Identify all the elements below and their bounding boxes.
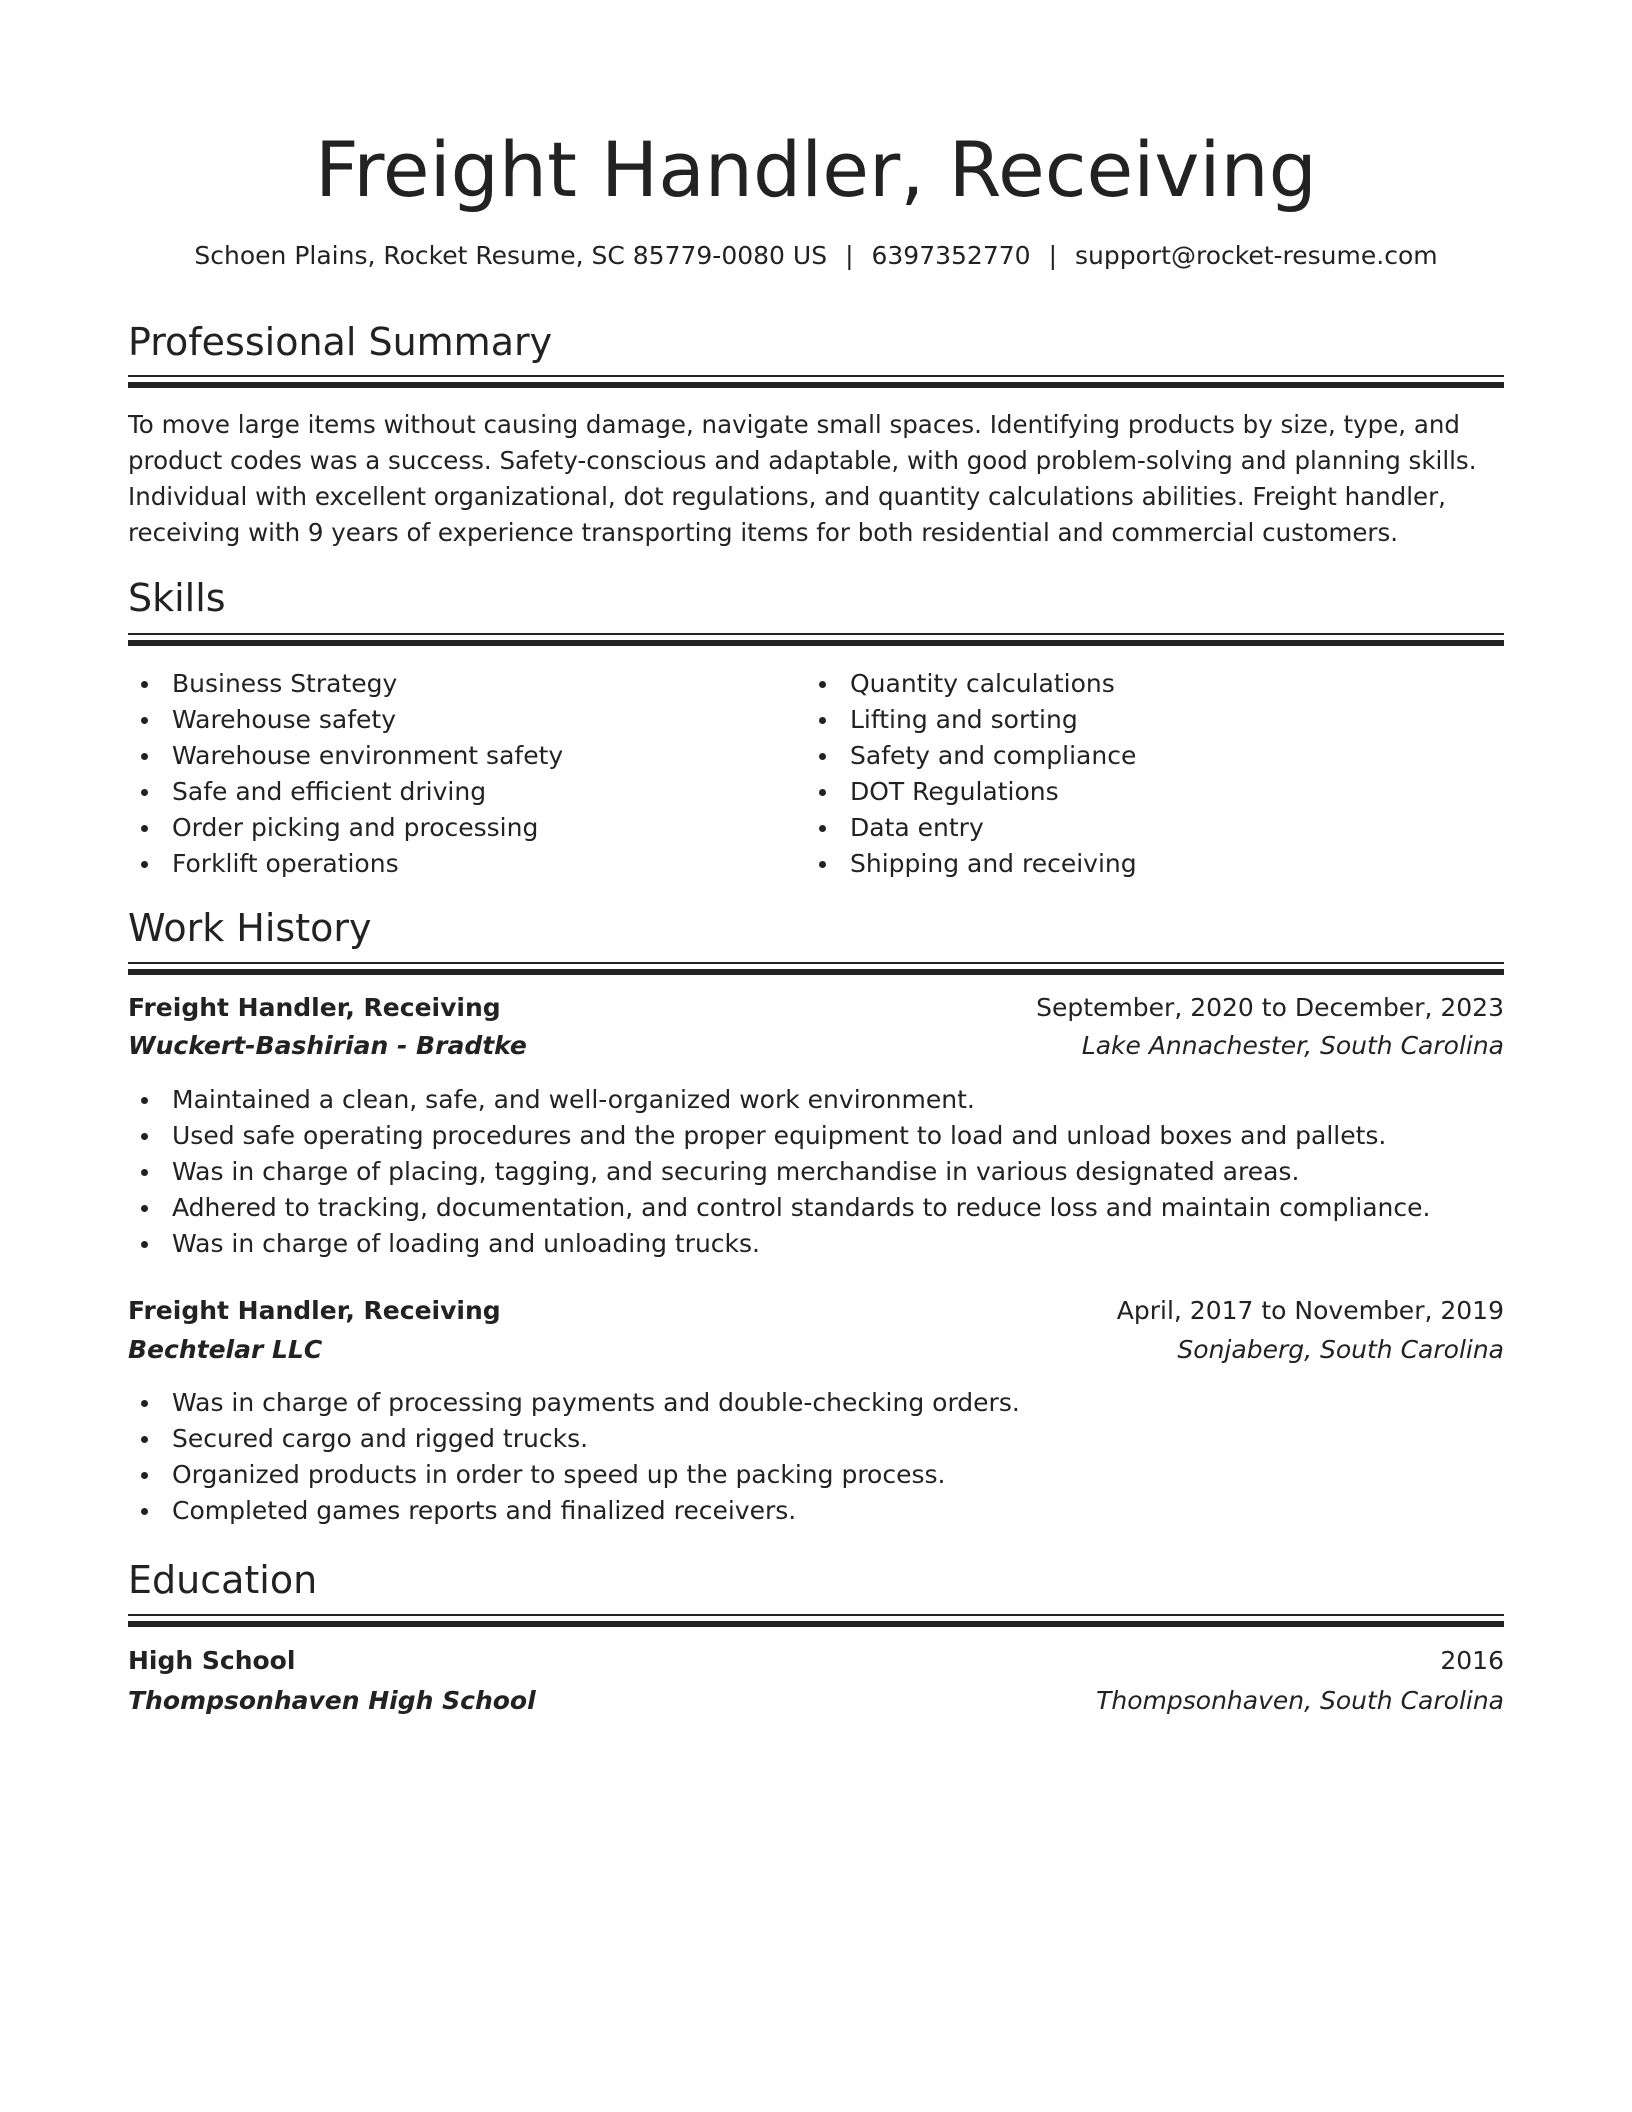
education-degree: High School — [128, 1646, 296, 1675]
contact-phone: 6397352770 — [871, 241, 1031, 270]
contact-line — [128, 238, 1504, 274]
skill-item: Shipping and receiving — [806, 846, 1504, 882]
section-divider — [128, 1614, 1504, 1628]
job-bullet: Was in charge of processing payments and double-checking orders. — [128, 1385, 1504, 1421]
job-bullet: Organized products in order to speed up the packing process. — [128, 1457, 1504, 1493]
job-location: Sonjaberg, South Carolina — [1177, 1335, 1504, 1364]
job-subheader — [128, 1028, 1504, 1064]
skill-item: DOT Regulations — [806, 774, 1504, 810]
education-header — [128, 1643, 1504, 1679]
job-header — [128, 990, 1504, 1026]
summary-text: To move large items without causing damage, navigate small spaces. Identifying products by size, type, and product codes was a success. Safety-conscious and adaptable, with good problem-solving and planning skills. Individual with excellent organizational, dot regulations, and quantity calculations abilities. Freight handler, receiving with 9 years of experience transporting items for both residential and commercial customers. — [128, 410, 1477, 547]
section-divider — [128, 375, 1504, 389]
job-bullet: Was in charge of loading and unloading trucks. — [128, 1226, 1504, 1262]
skill-item: Business Strategy — [128, 666, 798, 702]
summary-heading: Professional Summary — [128, 320, 553, 364]
skill-item: Data entry — [806, 810, 1504, 846]
job-dates: April, 2017 to November, 2019 — [1116, 1296, 1504, 1325]
section-divider — [128, 962, 1504, 976]
work-heading: Work History — [128, 906, 372, 950]
job-role: Freight Handler, Receiving — [128, 1296, 501, 1325]
contact-separator: | — [1048, 241, 1057, 270]
education-subheader — [128, 1683, 1504, 1719]
resume-page — [128, 0, 1504, 2112]
job-bullets — [128, 1385, 1504, 1529]
skills-heading: Skills — [128, 576, 226, 620]
skill-item: Forklift operations — [128, 846, 798, 882]
education-heading: Education — [128, 1558, 318, 1602]
skills-list-left — [128, 666, 798, 882]
job-header — [128, 1293, 1504, 1329]
job-bullet: Maintained a clean, safe, and well-organized work environment. — [128, 1082, 1504, 1118]
candidate-name: Freight Handler, Receiving — [315, 125, 1317, 214]
job-dates: September, 2020 to December, 2023 — [1036, 993, 1504, 1022]
contact-address: Schoen Plains, Rocket Resume, SC 85779-0080 US — [194, 241, 828, 270]
skill-item: Order picking and processing — [128, 810, 798, 846]
job-location: Lake Annachester, South Carolina — [1081, 1031, 1504, 1060]
job-bullet: Was in charge of placing, tagging, and securing merchandise in various designated areas. — [128, 1154, 1504, 1190]
job-company: Wuckert-Bashirian - Bradtke — [128, 1031, 527, 1060]
job-bullets — [128, 1082, 1504, 1262]
skills-list-right — [806, 666, 1504, 882]
skill-item: Lifting and sorting — [806, 702, 1504, 738]
job-role: Freight Handler, Receiving — [128, 993, 501, 1022]
job-bullet: Used safe operating procedures and the proper equipment to load and unload boxes and pallets. — [128, 1118, 1504, 1154]
skill-item: Quantity calculations — [806, 666, 1504, 702]
skill-item: Safety and compliance — [806, 738, 1504, 774]
job-bullet: Completed games reports and finalized receivers. — [128, 1493, 1504, 1529]
skill-item: Warehouse safety — [128, 702, 798, 738]
skill-item: Warehouse environment safety — [128, 738, 798, 774]
section-divider — [128, 633, 1504, 647]
contact-email: support@rocket-resume.com — [1075, 241, 1438, 270]
education-year: 2016 — [1440, 1646, 1504, 1675]
job-subheader — [128, 1332, 1504, 1368]
job-company: Bechtelar LLC — [128, 1335, 323, 1364]
education-school: Thompsonhaven High School — [128, 1686, 536, 1715]
skill-item: Safe and efficient driving — [128, 774, 798, 810]
job-bullet: Adhered to tracking, documentation, and control standards to reduce loss and maintain compliance. — [128, 1190, 1504, 1226]
job-bullet: Secured cargo and rigged trucks. — [128, 1421, 1504, 1457]
education-location: Thompsonhaven, South Carolina — [1096, 1686, 1504, 1715]
contact-separator: | — [845, 241, 854, 270]
